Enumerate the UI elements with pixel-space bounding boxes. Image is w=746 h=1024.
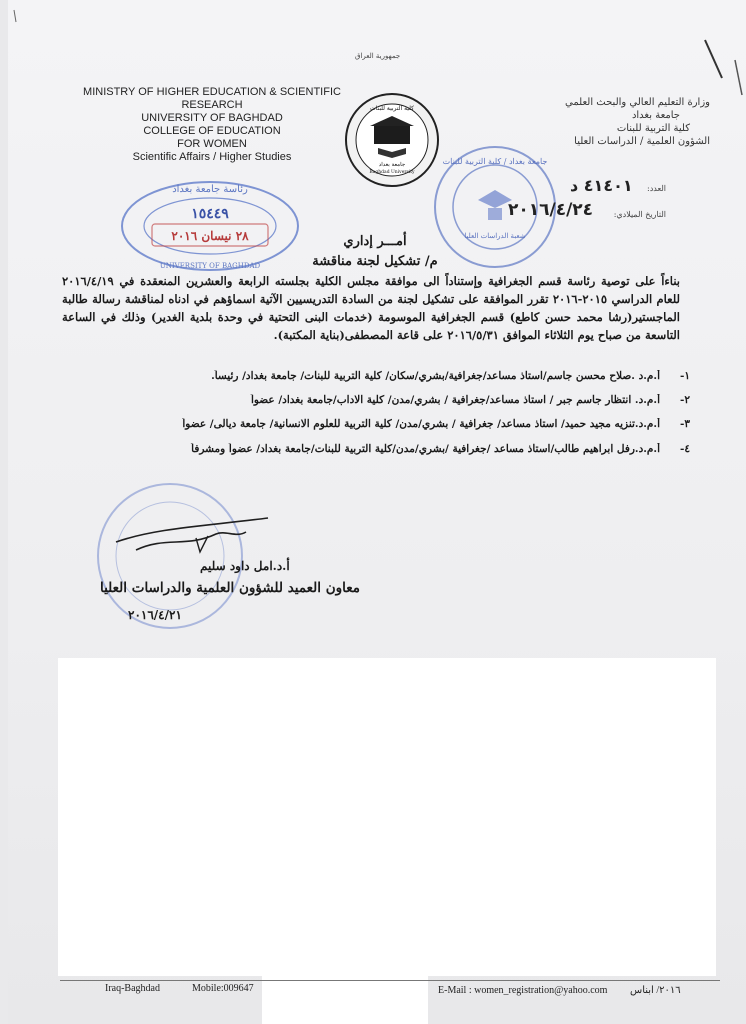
ref-number-value: ٤١٤٠١ د [570,176,633,195]
college-logo [344,92,440,188]
signatory-role: معاون العميد للشؤون العلمية والدراسات العليا [100,580,361,596]
arabic-ministry: وزارة التعليم العالي والبحث العلمي [565,97,710,108]
left-stamp-ring-text: رئاسة جامعة بغداد [172,184,248,195]
member-number: ١- [680,370,690,382]
member-text: أ.م.د.تنزيه مجيد حميد/ استاذ مساعد/ جغرافية / بشري/مدن/ كلية التربية للعلوم الانسانية/ جامعة ديالى/ عضواً [182,418,660,430]
order-title: أمـــر إداري [343,234,407,249]
arabic-university: جامعة بغداد [631,110,680,121]
order-body: بناءاً على توصية رئاسة قسم الجغرافية وإستناداً الى موافقة مجلس الكلية بجلسته الرابعة والعشرين المنعقدة في ٢٠١٦/٤/١٩ للعام الدراسي ٢٠١٥-٢٠١٦ تقرر الموافقة على تشكيل لجنة من السادة التدريسيين الآتية اسماؤهم في ادناه لمناقشة رسالة طالبة الماجستير(رشا محمد حسن كاطع) قسم الجغرافية الموسومة (خدمات البنى التحتية في وحدة بلدية الغدير) وذلك في الساعة التاسعة من صباح يوم الثلاثاء الموافق ٢٠١٦/٥/٣١ على قاعة المصطفى(بناية المكتبة). [62,274,681,342]
footer-code: ٢٠١٦/ ابناس [630,985,681,996]
signature-date: ٢٠١٦/٤/٢١ [128,608,182,622]
member-text: أ.م.د.رفل ابراهيم طالب/استاذ مساعد /جغرافية /بشري/مدن/كلية التربية للبنات/جامعة بغداد/ عضواً ومشرفاً [191,443,660,455]
committee-member-1 [150,370,690,382]
left-stamp-ring-en: UNIVERSITY OF BAGHDAD [159,262,261,270]
order-subject: م/ تشكيل لجنة مناقشة [312,254,438,269]
right-stamp-inner-text: شعبة الدراسات العليا [464,232,526,240]
redacted-footer-area [262,976,428,1024]
logo-en-text: Baghdad University [369,170,415,175]
ref-number-label: العدد: [647,184,666,193]
left-stamp-date: ٢٨ نيسان ٢٠١٦ [171,229,249,243]
footer-divider [60,980,720,981]
ministry-line-1: MINISTRY OF HIGHER EDUCATION & SCIENTIFIC [83,86,341,98]
logo-top-text: كلية التربية للبنات [370,105,414,112]
committee-member-4 [150,443,690,455]
logo-sub-text: جامعة بغداد [378,162,406,168]
member-number: ٣- [680,418,690,430]
ref-date-label: التاريخ الميلادي: [613,210,666,219]
committee-member-3 [150,418,690,430]
signatory-name: أ.د.امل داود سليم [200,559,290,573]
member-number: ٤- [680,443,690,455]
arabic-letterhead [480,96,710,148]
member-text: أ.م.د. انتظار جاسم جبر / استاذ مساعد/جغرافية / بشري/مدن/ كلية الاداب/جامعة بغداد/ عضواً [250,394,660,406]
ministry-line-2: RESEARCH [181,99,243,111]
arabic-college: كلية التربية للبنات [616,123,690,134]
university-presidency-stamp [118,178,302,274]
college-line: COLLEGE OF EDUCATION [143,125,281,137]
college-line-2: FOR WOMEN [177,138,247,150]
member-text: أ.م.د .صلاح محسن جاسم/استاذ مساعد/جغرافية/بشري/سكان/ كلية التربية للبنات/ جامعة بغداد/ رئيساً. [211,370,660,382]
english-letterhead [62,86,362,164]
member-number: ٢- [680,394,690,406]
redacted-area [58,658,716,976]
republic-label: جمهورية العراق [355,52,401,60]
university-line: UNIVERSITY OF BAGHDAD [141,112,283,124]
arabic-department: الشؤون العلمية / الدراسات العليا [574,136,710,147]
ref-date-value: ٢٠١٦/٤/٢٤ [508,200,594,220]
committee-member-2 [150,394,690,406]
footer-city: Iraq-Baghdad [105,983,160,994]
left-stamp-number: ١٥٤٤٩ [191,206,229,222]
signature-stamp [96,478,276,638]
department-line: Scientific Affairs / Higher Studies [132,151,292,163]
right-stamp-ring-text: جامعة بغداد / كلية التربية للبنات [442,157,548,166]
footer-email: E-Mail : women_registration@yahoo.com [438,985,608,996]
footer-mobile: Mobile:009647 [192,983,254,994]
